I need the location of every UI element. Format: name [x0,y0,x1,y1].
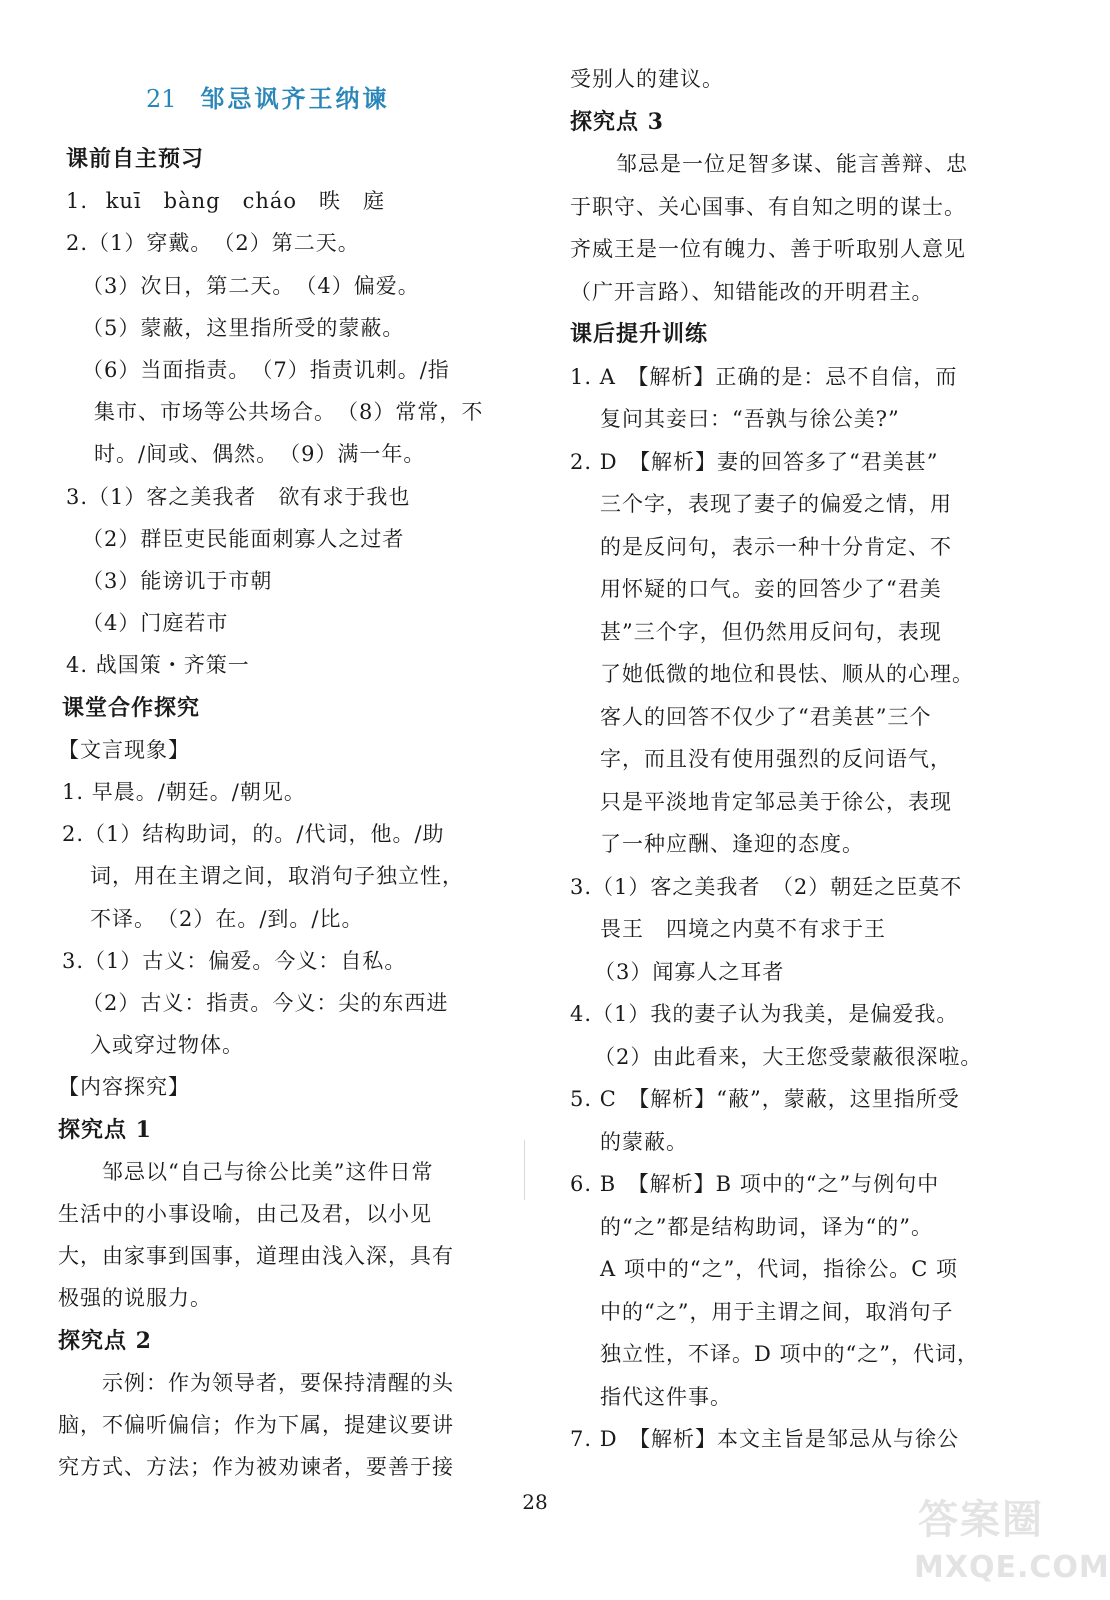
answer-line: （3）闻寡人之耳者 [594,960,785,984]
lesson-number: 21 [146,85,177,113]
answer-line: 4. 战国策・齐策一 [66,653,250,677]
answer-line: 5. C 【解析】“蔽”，蒙蔽，这里指所受 [570,1087,960,1111]
answer-line: （2）古义：指责。今义：尖的东西进 [82,991,449,1015]
answer-line: （4）门庭若市 [82,611,229,635]
answer-line: 生活中的小事设喻，由己及君，以小见 [58,1202,432,1226]
section-heading: 探究点 3 [570,109,664,135]
answer-line: 字，而且没有使用强烈的反问语气， [600,747,952,771]
answer-line: 独立性，不译。D 项中的“之”，代词， [600,1342,979,1366]
section-heading: 探究点 2 [58,1328,152,1354]
answer-line: 只是平淡地肯定邹忌美于徐公，表现 [600,790,952,814]
answer-line: （5）蒙蔽，这里指所受的蒙蔽。 [82,316,405,340]
answer-line: 1. A 【解析】正确的是：忌不自信，而 [570,365,958,389]
answer-line: 于职守、关心国事、有自知之明的谋士。 [570,195,966,219]
answer-line: 客人的回答不仅少了“君美甚”三个 [600,705,932,729]
answer-line: 甚”三个字，但仍然用反问句，表现 [600,620,942,644]
answer-line: 不译。 （2）在。/到。/比。 [90,907,364,931]
answer-line: 集市、市场等公共场合。 （8）常常，不 [94,400,484,424]
answer-line: 3.（1）古义：偏爱。今义：自私。 [62,949,407,973]
answer-line: 1. 早晨。/朝廷。/朝见。 [62,780,306,804]
answer-line: （6）当面指责。 （7）指责讥刺。/指 [82,358,450,382]
section-heading: 课前自主预习 [66,146,205,172]
answer-line: 示例：作为领导者，要保持清醒的头 [102,1371,454,1395]
answer-line: 2. D 【解析】妻的回答多了“君美甚” [570,450,939,474]
answer-line: 究方式、方法；作为被劝谏者，要善于接 [58,1455,454,1479]
answer-line: （2）群臣吏民能面刺寡人之过者 [82,527,405,551]
answer-line: 6. B 【解析】B 项中的“之”与例句中 [570,1172,940,1196]
answer-line: 的“之”都是结构助词，译为“的”。 [600,1215,933,1239]
answer-line: （3）次日，第二天。 （4）偏爱。 [82,274,420,298]
answer-line: 了她低微的地位和畏怯、顺从的心理。 [600,662,974,686]
answer-line: 2.（1）穿戴。 （2）第二天。 [66,231,360,255]
section-heading: 探究点 1 [58,1117,152,1143]
watermark-url: MXQE.COM [914,1550,1110,1585]
answer-line: 1. kuī bàng cháo 昳 庭 [66,189,386,213]
answer-line: 畏王 四境之内莫不有求于王 [600,917,886,941]
answer-line: 入或穿过物体。 [90,1033,244,1057]
answer-line: 2.（1）结构助词，的。/代词，他。/助 [62,822,445,846]
watermark-logo [912,1488,1110,1596]
answer-line: 中的“之”，用于主谓之间，取消句子 [600,1300,954,1324]
answer-line: 【文言现象】 [58,738,190,762]
answer-line: 4.（1）我的妻子认为我美，是偏爱我。 [570,1002,959,1026]
answer-line: 词，用在主谓之间，取消句子独立性， [90,864,464,888]
answer-line: 【内容探究】 [58,1075,190,1099]
answer-line: 的蒙蔽。 [600,1130,688,1154]
lesson-title [146,84,498,114]
page-number: 28 [522,1490,548,1514]
answer-line: 极强的说服力。 [58,1286,212,1310]
answer-line: （2）由此看来，大王您受蒙蔽很深啦。 [594,1045,983,1069]
answer-line: 三个字，表现了妻子的偏爱之情，用 [600,492,952,516]
answer-line: 3.（1）客之美我者 （2）朝廷之臣莫不 [570,875,963,899]
answer-line: 指代这件事。 [600,1385,732,1409]
answer-line: A 项中的“之”，代词，指徐公。C 项 [600,1257,959,1281]
answer-line: 邹忌是一位足智多谋、能言善辩、忠 [616,152,968,176]
section-heading: 课后提升训练 [570,321,709,347]
answer-line: 受别人的建议。 [570,67,724,91]
answer-line: 齐威王是一位有魄力、善于听取别人意见 [570,237,966,261]
answer-line: 复问其妾曰：“吾孰与徐公美?” [600,407,900,431]
answer-line: 脑，不偏听偏信；作为下属，提建议要讲 [58,1413,454,1437]
answer-line: 邹忌以“自己与徐公比美”这件日常 [102,1160,434,1184]
answer-line: 的是反问句，表示一种十分肯定、不 [600,535,952,559]
column-divider [524,1140,525,1200]
watermark-text: 答案圈 [918,1497,1044,1543]
answer-line: 了一种应酬、逢迎的态度。 [600,832,864,856]
answer-line: （3）能谤讥于市朝 [82,569,273,593]
answer-line: 7. D 【解析】本文主旨是邹忌从与徐公 [570,1427,960,1451]
answer-line: 3.（1）客之美我者 欲有求于我也 [66,485,411,509]
answer-line: 用怀疑的口气。妾的回答少了“君美 [600,577,942,601]
section-heading: 课堂合作探究 [62,695,201,721]
answer-line: （广开言路）、知错能改的开明君主。 [570,280,934,304]
answer-line: 时。/间或、偶然。 （9）满一年。 [94,442,426,466]
lesson-title-text: 邹忌讽齐王纳谏 [200,84,390,113]
answer-line: 大，由家事到国事，道理由浅入深，具有 [58,1244,454,1268]
